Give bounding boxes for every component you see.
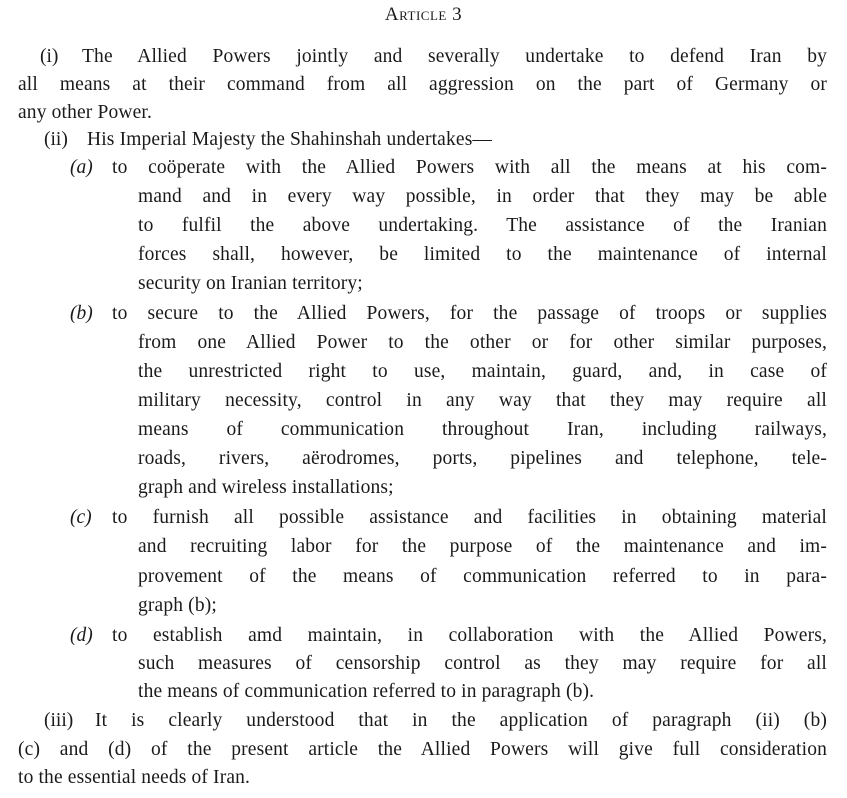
- paragraph-i-line-3: any other Power.: [18, 102, 152, 123]
- paragraph-a-line-4: forces shall, however, be limited to the maintenance of internal: [138, 244, 827, 265]
- paragraph-marker-a: (a): [70, 157, 93, 178]
- paragraph-b-line-1: to secure to the Allied Powers, for the passage of troops or supplies: [112, 303, 827, 324]
- paragraph-d-line-3: the means of communication referred to in paragraph (b).: [138, 681, 595, 702]
- paragraph-marker-i: (i): [40, 46, 59, 67]
- paragraph-b-line-5: means of communication throughout Iran, including railways,: [138, 419, 827, 440]
- paragraph-i-line-1: The Allied Powers jointly and severally undertake to defend Iran by: [82, 46, 827, 67]
- paragraph-c-line-2: and recruiting labor for the purpose of the maintenance and im-: [138, 536, 827, 557]
- paragraph-c-line-3: provement of the means of communication referred to in para-: [138, 566, 827, 587]
- paragraph-a-line-3: to fulfil the above undertaking. The assistance of the Iranian: [138, 215, 827, 236]
- paragraph-marker-d: (d): [70, 625, 93, 646]
- paragraph-marker-iii: (iii): [44, 710, 74, 731]
- paragraph-iii-line-2: (c) and (d) of the present article the Allied Powers will give full consideration: [18, 739, 827, 760]
- paragraph-a-line-5: security on Iranian territory;: [138, 273, 363, 294]
- paragraph-d-line-1: to establish amd maintain, in collaboration with the Allied Powers,: [112, 625, 827, 646]
- paragraph-b-line-2: from one Allied Power to the other or for other similar purposes,: [138, 332, 827, 353]
- paragraph-iii-line-1: It is clearly understood that in the application of paragraph (ii) (b): [95, 710, 827, 731]
- paragraph-b-line-3: the unrestricted right to use, maintain, guard, and, in case of: [138, 361, 827, 382]
- paragraph-a-line-2: mand and in every way possible, in order that they may be able: [138, 186, 827, 207]
- paragraph-b-line-6: roads, rivers, aërodromes, ports, pipelines and telephone, tele-: [138, 448, 827, 469]
- article-title: Article 3: [384, 4, 463, 25]
- paragraph-d-line-2: such measures of censorship control as they may require for all: [138, 653, 827, 674]
- paragraph-i-line-2: all means at their command from all aggression on the part of Germany or: [18, 74, 827, 95]
- paragraph-b-line-7: graph and wireless installations;: [138, 477, 394, 498]
- paragraph-iii-line-3: to the essential needs of Iran.: [18, 767, 251, 788]
- paragraph-b-line-4: military necessity, control in any way that they may require all: [138, 390, 827, 411]
- paragraph-marker-c: (c): [70, 507, 92, 528]
- paragraph-ii-line-1: His Imperial Majesty the Shahinshah undertakes—: [87, 129, 493, 150]
- paragraph-a-line-1: to coöperate with the Allied Powers with all the means at his com-: [112, 157, 827, 178]
- paragraph-marker-b: (b): [70, 303, 93, 324]
- paragraph-c-line-1: to furnish all possible assistance and facilities in obtaining material: [112, 507, 827, 528]
- paragraph-marker-ii: (ii): [44, 129, 68, 150]
- paragraph-c-line-4: graph (b);: [138, 595, 217, 616]
